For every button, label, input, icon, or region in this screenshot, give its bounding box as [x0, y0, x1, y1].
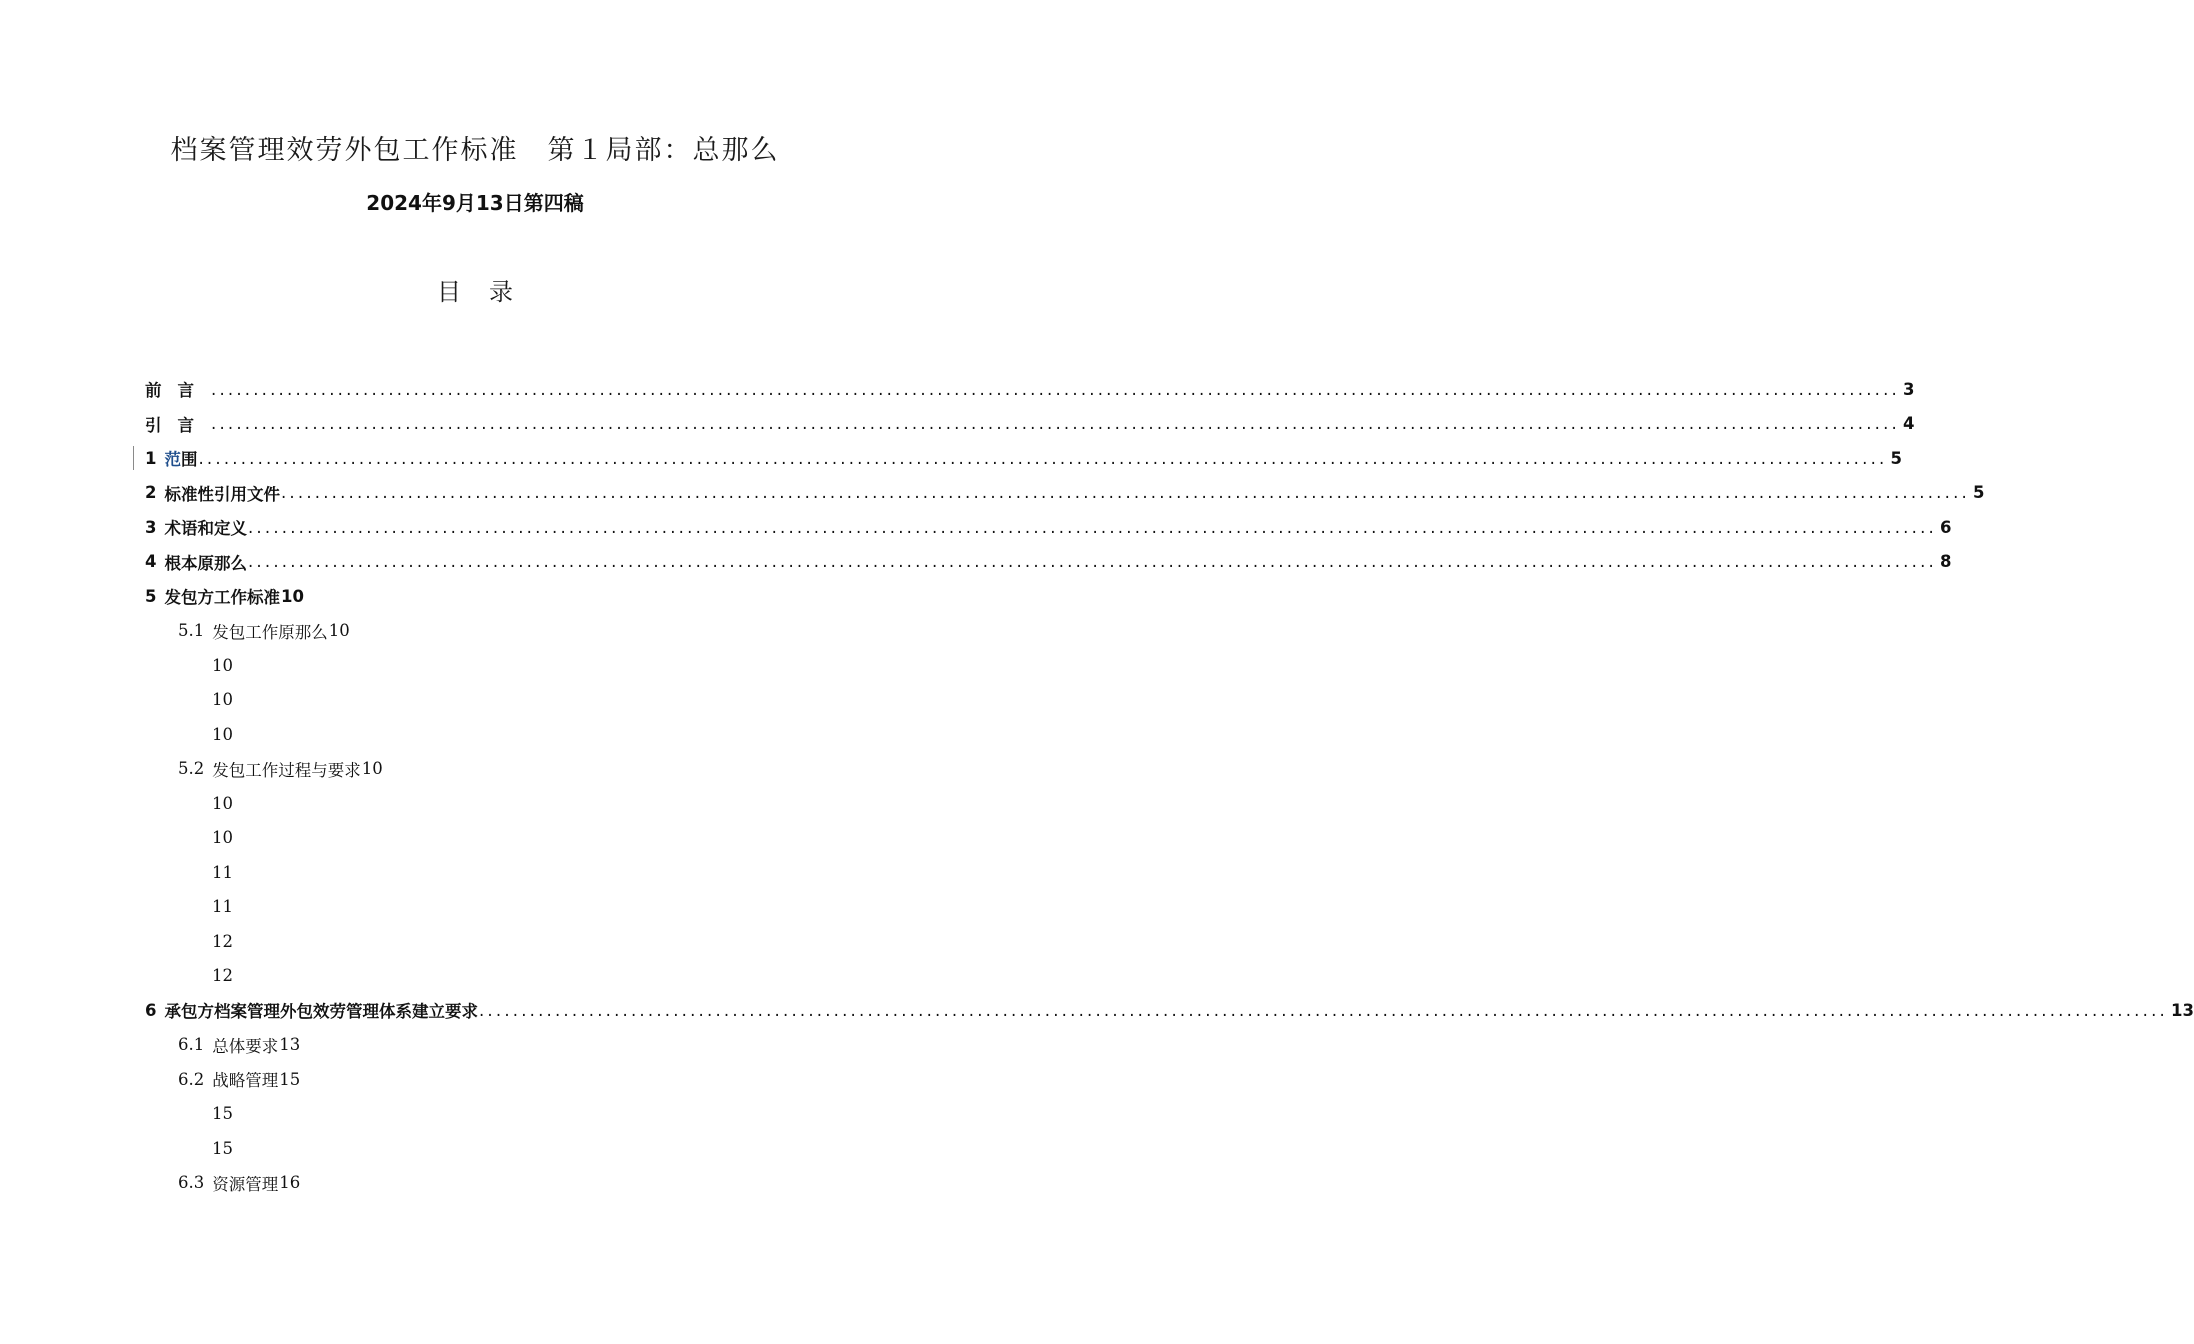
- toc-leader-dots: ........................................................................................................................................................................................................: [247, 552, 1937, 572]
- toc-leader-dots: ........................................................................................................................................................................................................: [211, 414, 1900, 434]
- toc-entry[interactable]: [145, 1097, 807, 1132]
- toc-entry-page: 13: [2170, 1000, 2194, 1020]
- toc-entry[interactable]: [145, 752, 807, 787]
- toc-entry[interactable]: [145, 545, 1952, 580]
- toc-entry[interactable]: [145, 579, 807, 614]
- toc-entry[interactable]: [145, 1166, 807, 1201]
- toc-entry-label: 发包工作过程与要求: [212, 760, 361, 780]
- toc-entry-label: 前言: [145, 381, 210, 401]
- toc-entry-page: 4: [1902, 414, 1915, 434]
- toc-entry[interactable]: [145, 890, 807, 925]
- toc-entry-page: 3: [1902, 379, 1915, 399]
- toc-entry-page: 15: [212, 1104, 233, 1124]
- toc-leader-dots: ........................................................................................................................................................................................................: [198, 448, 1888, 468]
- toc-entry-number: 5.1: [178, 621, 205, 641]
- toc-entry[interactable]: [145, 821, 807, 856]
- toc-entry[interactable]: [145, 648, 807, 683]
- toc-entry[interactable]: [145, 614, 807, 649]
- toc-leader-dots: ........................................................................................................................................................................................................: [280, 483, 1970, 503]
- toc-entry-number: 6.1: [178, 1035, 205, 1055]
- toc-entry-label: 发包方工作标准: [164, 588, 280, 608]
- toc-entry-label: 标准性引用文件: [164, 484, 280, 504]
- toc-entry-page: 11: [212, 862, 233, 882]
- toc-entry-page: 10: [212, 793, 233, 813]
- toc-entry[interactable]: [145, 786, 807, 821]
- toc-entry[interactable]: [145, 441, 1902, 476]
- toc-entry[interactable]: [145, 1131, 807, 1166]
- toc-entry[interactable]: [145, 372, 1915, 407]
- toc-entry[interactable]: [145, 1062, 807, 1097]
- toc-entry[interactable]: [145, 510, 1952, 545]
- toc-entry-page: 8: [1939, 552, 1952, 572]
- toc-entry-number: 2: [145, 483, 157, 503]
- toc-entry-label: 范围: [164, 450, 198, 470]
- toc-entry-number: 5.2: [178, 759, 205, 779]
- toc-entry-page: 10: [212, 690, 233, 710]
- table-of-contents: [145, 372, 2194, 1200]
- toc-entry[interactable]: [145, 855, 807, 890]
- toc-entry-page: 11: [212, 897, 233, 917]
- toc-entry-number: 6: [145, 1000, 157, 1020]
- toc-leader-dots: ........................................................................................................................................................................................................: [247, 517, 1937, 537]
- toc-entry[interactable]: [145, 717, 807, 752]
- toc-entry-label: 根本原那么: [164, 553, 247, 573]
- toc-entry-page: 10: [212, 724, 233, 744]
- toc-entry-number: 1: [145, 448, 157, 468]
- toc-entry-page: 12: [212, 931, 233, 951]
- toc-heading: 目录: [437, 278, 541, 306]
- toc-entry-page: 16: [279, 1173, 301, 1193]
- document-subtitle: 2024年9月13日第四稿: [366, 191, 584, 215]
- toc-entry[interactable]: [145, 407, 1915, 442]
- toc-entry-page: 6: [1939, 517, 1952, 537]
- toc-entry-page: 10: [280, 586, 304, 606]
- toc-entry[interactable]: [145, 959, 807, 994]
- toc-entry[interactable]: [145, 993, 2194, 1028]
- toc-entry[interactable]: [145, 1028, 807, 1063]
- toc-entry-number: 3: [145, 517, 157, 537]
- toc-entry-page: 10: [212, 828, 233, 848]
- toc-entry-page: 10: [361, 759, 383, 779]
- toc-entry-label: 战略管理: [212, 1071, 279, 1091]
- toc-entry-label: 资源管理: [212, 1174, 279, 1194]
- toc-entry-label: 发包工作原那么: [212, 622, 328, 642]
- toc-entry-number: 6.3: [178, 1173, 205, 1193]
- toc-entry-page: 5: [1890, 448, 1902, 468]
- toc-entry-page: 5: [1972, 483, 1985, 503]
- toc-entry-page: 15: [212, 1138, 233, 1158]
- toc-leader-dots: ........................................................................................................................................................................................................: [478, 1000, 2168, 1020]
- toc-entry[interactable]: [145, 924, 807, 959]
- toc-entry-number: 6.2: [178, 1069, 205, 1089]
- toc-entry-label: 引言: [145, 415, 210, 435]
- toc-entry-number: 4: [145, 552, 157, 572]
- toc-entry-page: 10: [328, 621, 350, 641]
- toc-entry[interactable]: [145, 683, 807, 718]
- text-cursor: [133, 446, 134, 470]
- toc-entry[interactable]: [145, 476, 1985, 511]
- toc-entry-page: 13: [279, 1035, 301, 1055]
- toc-entry-page: 10: [212, 655, 233, 675]
- toc-leader-dots: ........................................................................................................................................................................................................: [211, 379, 1900, 399]
- toc-entry-page: 12: [212, 966, 233, 986]
- toc-entry-label: 承包方档案管理外包效劳管理体系建立要求: [164, 1002, 478, 1022]
- toc-entry-label: 术语和定义: [164, 519, 247, 539]
- toc-entry-page: 15: [279, 1069, 301, 1089]
- document-title: 档案管理效劳外包工作标准 第１局部：总那么: [170, 135, 780, 166]
- toc-entry-number: 5: [145, 586, 157, 606]
- toc-entry-label: 总体要求: [212, 1036, 279, 1056]
